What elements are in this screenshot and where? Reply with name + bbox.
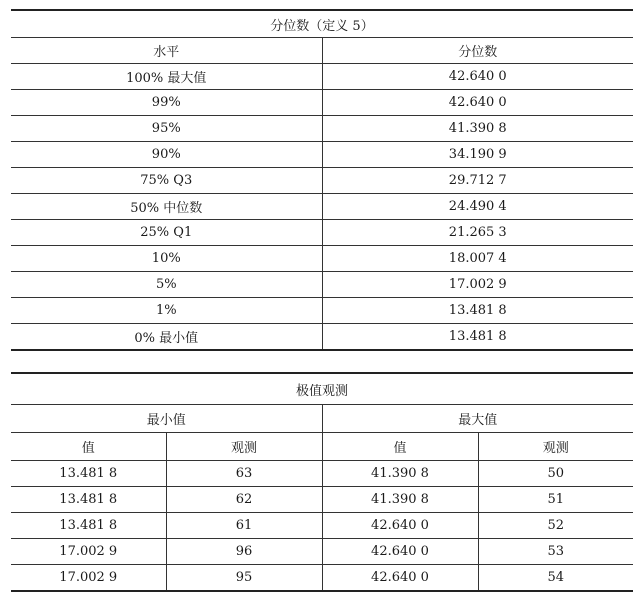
table-row	[11, 298, 633, 324]
max-value-cell: 41.390 8	[322, 461, 478, 487]
quantile-cell: 21.265 3	[322, 220, 633, 246]
quantile-cell: 41.390 8	[322, 116, 633, 142]
min-group-header: 最小值	[11, 405, 322, 433]
table-row	[11, 64, 633, 90]
table-header-row	[11, 38, 633, 64]
table-row	[11, 324, 633, 351]
min-obs-cell: 96	[166, 539, 322, 565]
table-header-row	[11, 433, 633, 461]
level-cell: 25% Q1	[11, 220, 322, 246]
max-obs-cell: 50	[478, 461, 633, 487]
quantile-cell: 34.190 9	[322, 142, 633, 168]
table-row	[11, 142, 633, 168]
level-cell: 75% Q3	[11, 168, 322, 194]
table-row	[11, 168, 633, 194]
quantile-cell: 42.640 0	[322, 64, 633, 90]
quantile-cell: 13.481 8	[322, 324, 633, 351]
table-row	[11, 565, 633, 592]
table-row	[11, 246, 633, 272]
max-obs-cell: 51	[478, 487, 633, 513]
level-cell: 1%	[11, 298, 322, 324]
level-cell: 90%	[11, 142, 322, 168]
min-value-cell: 13.481 8	[11, 513, 166, 539]
quantile-cell: 17.002 9	[322, 272, 633, 298]
max-group-header: 最大值	[322, 405, 633, 433]
min-value-cell: 17.002 9	[11, 539, 166, 565]
level-cell: 10%	[11, 246, 322, 272]
table-row	[11, 116, 633, 142]
extremes-title: 极值观测	[296, 383, 349, 399]
quantile-cell: 29.712 7	[322, 168, 633, 194]
min-value-cell: 13.481 8	[11, 461, 166, 487]
quantiles-table	[11, 9, 633, 351]
level-cell: 100% 最大值	[11, 64, 322, 90]
table-row	[11, 90, 633, 116]
quantile-cell: 42.640 0	[322, 90, 633, 116]
min-value-cell: 13.481 8	[11, 487, 166, 513]
level-cell: 95%	[11, 116, 322, 142]
level-cell: 5%	[11, 272, 322, 298]
quantile-cell: 24.490 4	[322, 194, 633, 220]
table-row	[11, 539, 633, 565]
max-obs-cell: 53	[478, 539, 633, 565]
min-obs-cell: 95	[166, 565, 322, 592]
table-title-row	[11, 10, 633, 38]
level-cell: 0% 最小值	[11, 324, 322, 351]
table-row	[11, 272, 633, 298]
max-value-cell: 42.640 0	[322, 565, 478, 592]
table-row	[11, 513, 633, 539]
max-obs-cell: 52	[478, 513, 633, 539]
quantile-cell: 18.007 4	[322, 246, 633, 272]
max-value-cell: 42.640 0	[322, 539, 478, 565]
quantile-header: 分位数	[322, 38, 633, 64]
extremes-table	[11, 372, 633, 592]
min-obs-cell: 61	[166, 513, 322, 539]
table-row	[11, 487, 633, 513]
max-value-cell: 41.390 8	[322, 487, 478, 513]
max-value-header: 值	[322, 433, 478, 461]
table-row	[11, 220, 633, 246]
min-obs-cell: 63	[166, 461, 322, 487]
quantile-cell: 13.481 8	[322, 298, 633, 324]
max-obs-header: 观测	[478, 433, 633, 461]
level-header: 水平	[11, 38, 322, 64]
min-obs-header: 观测	[166, 433, 322, 461]
min-value-header: 值	[11, 433, 166, 461]
table-title-row	[11, 373, 633, 405]
level-cell: 99%	[11, 90, 322, 116]
max-value-cell: 42.640 0	[322, 513, 478, 539]
level-cell: 50% 中位数	[11, 194, 322, 220]
table-row	[11, 461, 633, 487]
quantiles-title: 分位数（定义 5）	[270, 18, 374, 34]
min-obs-cell: 62	[166, 487, 322, 513]
min-value-cell: 17.002 9	[11, 565, 166, 592]
max-obs-cell: 54	[478, 565, 633, 592]
table-row	[11, 194, 633, 220]
group-header-row	[11, 405, 633, 433]
